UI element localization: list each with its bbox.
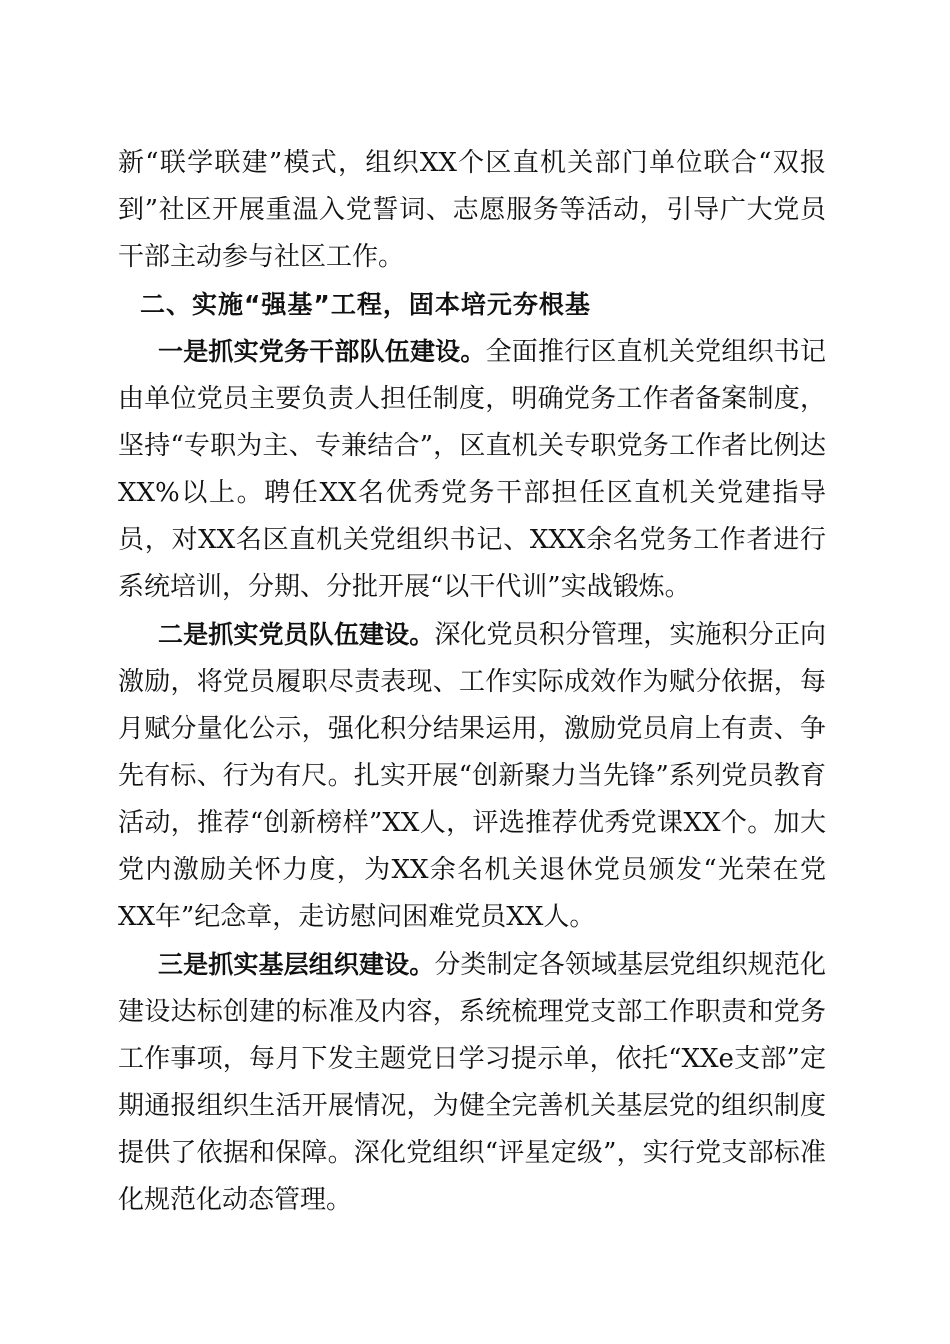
paragraph-cadre-team [118,328,826,611]
paragraph-text: 分类制定各领域基层党组织规范化建设达标创建的标准及内容，系统梳理党支部工作职责和党务工作事项，每月下发主题党日学习提示单，依托“XXe支部”定期通报组织生活开展情况，为健全完善机关基层党的组织制度提供了依据和保障。深化党组织“评星定级”，实行党支部标准化规范化动态管理。 [118,950,826,1215]
paragraph-grassroots [118,941,826,1224]
paragraph-text: 全面推行区直机关党组织书记由单位党员主要负责人担任制度，明确党务工作者备案制度，坚持“专职为主、专兼结合”，区直机关专职党务工作者比例达XX%以上。聘任XX名优秀党务干部担任区直机关党建指导员，对XX名区直机关党组织书记、XXX余名党务工作者进行系统培训，分期、分批开展“以干代训”实战锻炼。 [118,337,826,602]
paragraph-continuation: 新“联学联建”模式，组织XX个区直机关部门单位联合“双报到”社区开展重温入党誓词、志愿服务等活动，引导广大党员干部主动参与社区工作。 [118,148,826,272]
paragraph-text: 深化党员积分管理，实施积分正向激励，将党员履职尽责表现、工作实际成效作为赋分依据，每月赋分量化公示，强化积分结果运用，激励党员肩上有责、争先有标、行为有尺。扎实开展“创新聚力当先锋”系列党员教育活动，推荐“创新榜样”XX人，评选推荐优秀党课XX个。加大党内激励关怀力度，为XX余名机关退休党员颁发“光荣在党XX年”纪念章，走访慰问困难党员XX人。 [118,620,826,932]
document-body [118,140,826,1224]
paragraph-member-team [118,611,826,941]
paragraph-lead: 一是抓实党务干部队伍建设。 [158,337,486,366]
paragraph-lead: 二是抓实党员队伍建设。 [158,620,435,649]
paragraph-lead: 三是抓实基层组织建设。 [158,950,435,979]
section-heading: 二、实施“强基”工程，固本培元夯根基 [140,290,591,319]
